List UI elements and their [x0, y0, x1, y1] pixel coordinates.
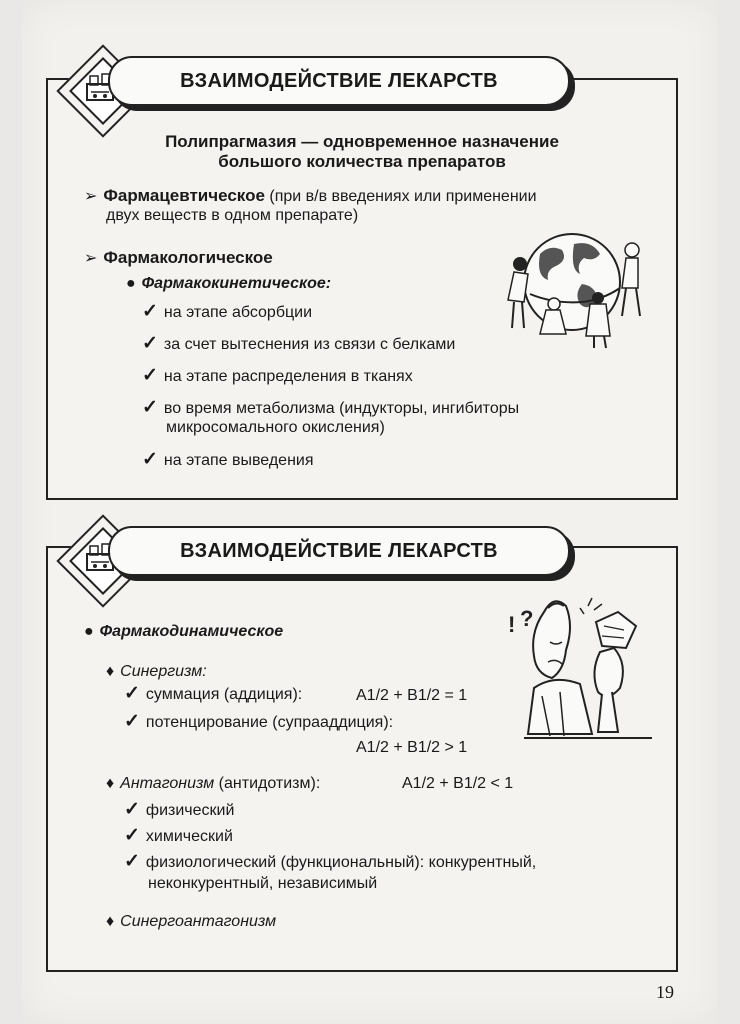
pharmacological-item: ➢ Фармакологическое — [84, 248, 273, 267]
pk-item-protein-binding: ✓ за счет вытеснения из связи с белками — [142, 333, 456, 354]
pharmacokinetic-item: ● Фармакокинетическое: — [126, 275, 332, 292]
headache-cartoon-illustration — [504, 592, 654, 742]
pk-item-absorption: ✓ на этапе абсорбции — [142, 301, 313, 322]
antagonism-item: ♦ Антагонизм (антидотизм): — [106, 775, 321, 792]
pk-item-metabolism-line2: микросомального окисления) — [166, 419, 385, 436]
checkmark-icon: ✓ — [142, 301, 158, 322]
checkmark-icon: ✓ — [124, 683, 140, 704]
antagonism-formula: A1/2 + B1/2 < 1 — [402, 775, 514, 792]
polypragmasy-definition-line2: большого количества препаратов — [218, 152, 506, 171]
checkmark-icon: ✓ — [142, 449, 158, 470]
diamond-bullet-icon: ♦ — [106, 663, 115, 680]
synergoantagonism-item: ♦ Синергоантагонизм — [106, 913, 277, 930]
page-number: 19 — [656, 982, 674, 1002]
arrow-icon: ➢ — [84, 188, 98, 205]
diamond-bullet-icon: ♦ — [106, 775, 115, 792]
checkmark-icon: ✓ — [142, 365, 158, 386]
arrow-icon: ➢ — [84, 250, 98, 267]
checkmark-icon: ✓ — [142, 397, 158, 418]
card1-title: ВЗАИМОДЕЙСТВИЕ ЛЕКАРСТВ — [108, 56, 570, 106]
bullet-icon: ● — [126, 275, 136, 292]
pharmaceutical-item: ➢ Фармацевтическое (при в/в введениях или применении — [84, 186, 537, 205]
polypragmasy-definition-line1: Полипрагмазия — одновременное назначение — [165, 132, 559, 151]
physical-item: ✓ физический — [124, 799, 235, 820]
pk-item-distribution: ✓ на этапе распределения в тканях — [142, 365, 413, 386]
pharmaceutical-note-line2: двух веществ в одном препарате) — [106, 207, 359, 224]
physiological-line2: неконкурентный, независимый — [148, 875, 378, 892]
checkmark-icon: ✓ — [124, 825, 140, 846]
checkmark-icon: ✓ — [124, 799, 140, 820]
card2-title: ВЗАИМОДЕЙСТВИЕ ЛЕКАРСТВ — [108, 526, 570, 576]
physiological-item: ✓ физиологический (функциональный): конкурентный, — [124, 851, 537, 872]
pk-item-excretion: ✓ на этапе выведения — [142, 449, 314, 470]
potentiation-formula: A1/2 + B1/2 > 1 — [356, 739, 468, 756]
synergism-item: ♦ Синергизм: — [106, 663, 207, 680]
checkmark-icon: ✓ — [124, 851, 140, 872]
checkmark-icon: ✓ — [124, 711, 140, 732]
bullet-icon: ● — [84, 623, 94, 640]
summation-item: ✓ суммация (аддиция): — [124, 683, 303, 704]
checkmark-icon: ✓ — [142, 333, 158, 354]
summation-formula: A1/2 + B1/2 = 1 — [356, 687, 468, 704]
chemical-item: ✓ химический — [124, 825, 233, 846]
globe-people-illustration — [500, 224, 650, 354]
pharmacodynamic-item: ● Фармакодинамическое — [84, 623, 284, 640]
pk-item-metabolism: ✓ во время метаболизма (индукторы, ингибиторы — [142, 397, 520, 418]
svg-text:?: ? — [520, 606, 534, 631]
diamond-bullet-icon: ♦ — [106, 913, 115, 930]
svg-text:!: ! — [508, 612, 516, 637]
potentiation-item: ✓ потенцирование (супрааддиция): — [124, 711, 394, 732]
